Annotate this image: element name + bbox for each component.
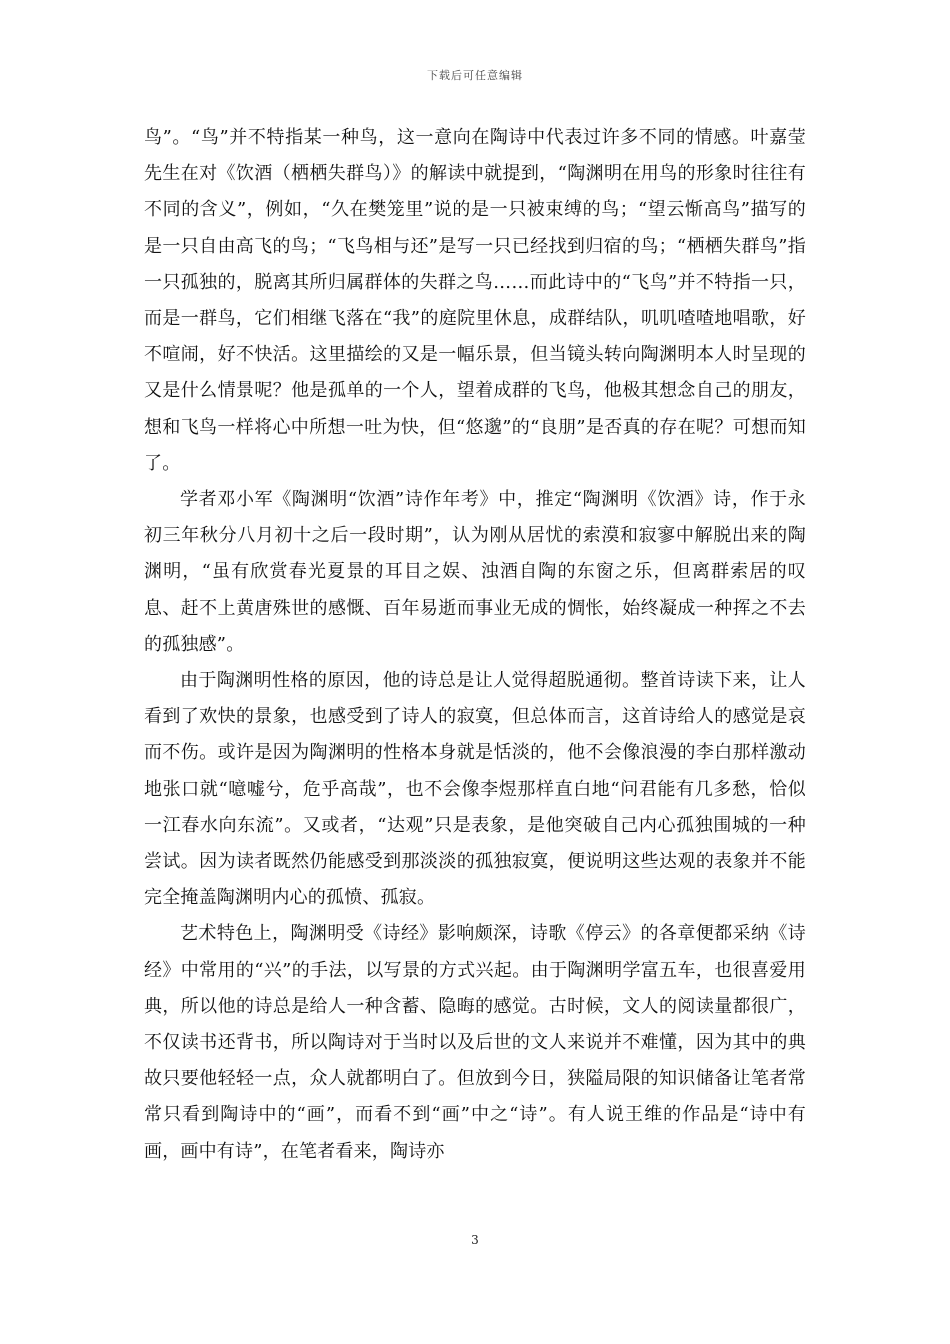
page-number: 3 [471,1233,479,1247]
document-body [144,120,806,1170]
paragraph-2: 学者邓小军《陶渊明“饮酒”诗作年考》中，推定“陶渊明《饮酒》诗，作于永初三年秋分八月初十之后一段时期”，认为刚从居忧的索漠和寂寥中解脱出来的陶渊明，“虽有欣赏春光夏景的耳目之娱、浊酒自陶的东窗之乐，但离群索居的叹息、赶不上黄唐殊世的感慨、百年易逝而事业无成的惆怅，始终凝成一种挥之不去的孤独感”。 [144,489,806,655]
page-header: 下载后可任意编辑 [427,69,523,82]
paragraph-4: 艺术特色上，陶渊明受《诗经》影响颇深，诗歌《停云》的各章便都采纳《诗经》中常用的“兴”的手法，以写景的方式兴起。由于陶渊明学富五车，也很喜爱用典，所以他的诗总是给人一种含蓄、隐晦的感觉。古时候，文人的阅读量都很广，不仅读书还背书，所以陶诗对于当时以及后世的文人来说并不难懂，因为其中的典故只要他轻轻一点，众人就都明白了。但放到今日，狭隘局限的知识储备让笔者常常只看到陶诗中的“画”，而看不到“画”中之“诗”。有人说王维的作品是“诗中有画，画中有诗”，在笔者看来，陶诗亦 [144,923,806,1162]
paragraph-1: 鸟”。“鸟”并不特指某一种鸟，这一意向在陶诗中代表过许多不同的情感。叶嘉莹先生在对《饮酒（栖栖失群鸟）》的解读中就提到，“陶渊明在用鸟的形象时往往有不同的含义”，例如，“久在樊笼里”说的是一只被束缚的鸟；“望云惭高鸟”描写的是一只自由高飞的鸟；“飞鸟相与还”是写一只已经找到归宿的鸟；“栖栖失群鸟”指一只孤独的，脱离其所归属群体的失群之鸟……而此诗中的“飞鸟”并不特指一只，而是一群鸟，它们相继飞落在“我”的庭院里休息，成群结队，叽叽喳喳地唱歌，好不喧闹，好不快活。这里描绘的又是一幅乐景，但当镜头转向陶渊明本人时呈现的又是什么情景呢？他是孤单的一个人，望着成群的飞鸟，他极其想念自己的朋友，想和飞鸟一样将心中所想一吐为快，但“悠邈”的“良朋”是否真的存在呢？可想而知了。 [144,127,806,474]
paragraph-3: 由于陶渊明性格的原因，他的诗总是让人觉得超脱通彻。整首诗读下来，让人看到了欢快的景象，也感受到了诗人的寂寞，但总体而言，这首诗给人的感觉是哀而不伤。或许是因为陶渊明的性格本身就是恬淡的，他不会像浪漫的李白那样激动地张口就“噫嘘兮，危乎高哉”，也不会像李煜那样直白地“问君能有几多愁，恰似一江春水向东流”。又或者，“达观”只是表象，是他突破自己内心孤独围城的一种尝试。因为读者既然仍能感受到那淡淡的孤独寂寞，便说明这些达观的表象并不能完全掩盖陶渊明内心的孤愤、孤寂。 [144,670,806,909]
